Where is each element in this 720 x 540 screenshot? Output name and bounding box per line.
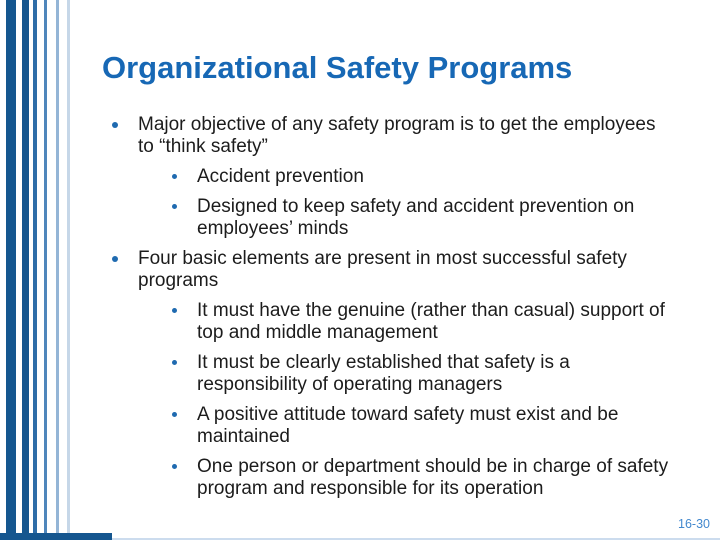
bullet-text: Major objective of any safety program is to get the employees to “think safety” [138,114,656,157]
bullet-text: It must be clearly established that safety is a responsibility of operating managers [197,352,570,395]
bullet-text: Accident prevention [197,166,364,187]
bullet-item [0,196,720,240]
bullet-text: One person or department should be in charge of safety program and responsible for its operation [197,456,669,499]
bullet-item [0,404,720,448]
bullet-item [0,300,720,344]
bullet-icon [112,256,118,262]
bullet-item [0,456,720,500]
bullet-icon [172,360,177,365]
page-number: 16-30 [678,517,710,531]
bottom-accent-bar [0,533,112,540]
slide-body [0,114,720,508]
bullet-icon [172,174,177,179]
bullet-icon [172,204,177,209]
bullet-icon [112,122,118,128]
bullet-icon [172,464,177,469]
bullet-item [0,166,720,188]
bullet-text: A positive attitude toward safety must exist and be maintained [197,404,619,447]
bullet-text: Designed to keep safety and accident prevention on employees’ minds [197,196,635,239]
bullet-item [0,114,720,158]
bullet-item [0,352,720,396]
bullet-item [0,248,720,292]
bullet-text: Four basic elements are present in most successful safety programs [138,248,627,291]
bullet-icon [172,412,177,417]
bullet-text: It must have the genuine (rather than casual) support of top and middle management [197,300,665,343]
slide-title: Organizational Safety Programs [102,50,573,85]
bullet-icon [172,308,177,313]
